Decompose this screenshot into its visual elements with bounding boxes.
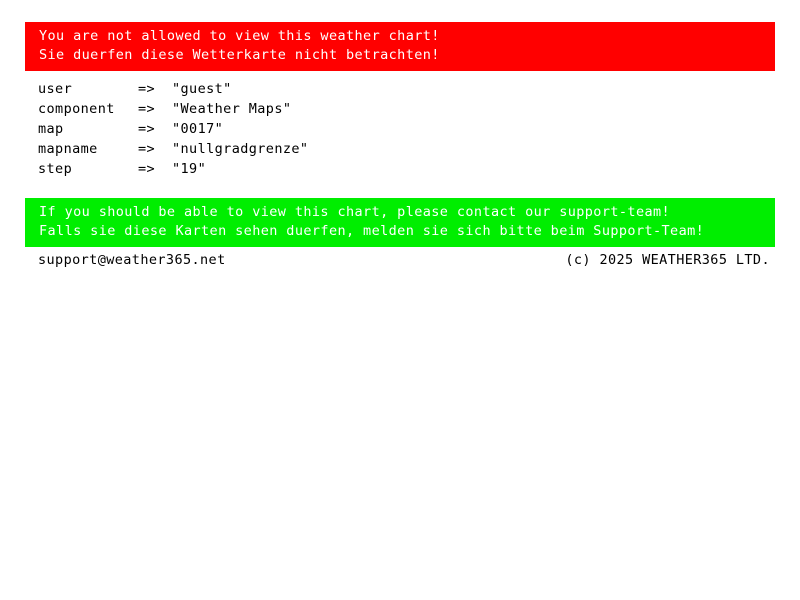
parameter-arrow: => xyxy=(138,141,156,157)
footer xyxy=(38,250,770,270)
error-banner xyxy=(25,22,775,71)
parameter-arrow: => xyxy=(138,161,156,177)
parameter-arrow: => xyxy=(138,121,156,137)
parameter-row-map xyxy=(38,119,738,139)
parameter-key: user xyxy=(38,81,73,97)
parameter-value: "Weather Maps" xyxy=(172,101,292,117)
error-banner-line-de: Sie duerfen diese Wetterkarte nicht betrachten! xyxy=(39,47,440,63)
error-banner-line-en: You are not allowed to view this weather chart! xyxy=(39,28,440,44)
parameter-arrow: => xyxy=(138,81,156,97)
parameter-key: component xyxy=(38,101,115,117)
parameter-value: "0017" xyxy=(172,121,224,137)
info-banner-line-de: Falls sie diese Karten sehen duerfen, melden sie sich bitte beim Support-Team! xyxy=(39,223,705,239)
parameter-row-step xyxy=(38,159,738,179)
copyright-notice: (c) 2025 WEATHER365 LTD. xyxy=(565,252,770,268)
parameter-row-mapname xyxy=(38,139,738,159)
support-email-link[interactable]: support@weather365.net xyxy=(38,252,226,268)
parameter-value: "guest" xyxy=(172,81,232,97)
parameter-value: "nullgradgrenze" xyxy=(172,141,309,157)
parameter-arrow: => xyxy=(138,101,156,117)
parameter-row-component xyxy=(38,99,738,119)
info-banner-line-en: If you should be able to view this chart, please contact our support-team! xyxy=(39,204,671,220)
parameter-key: step xyxy=(38,161,73,177)
parameter-list xyxy=(38,79,738,179)
parameter-key: mapname xyxy=(38,141,98,157)
parameter-key: map xyxy=(38,121,64,137)
parameter-value: "19" xyxy=(172,161,207,177)
info-banner xyxy=(25,198,775,247)
parameter-row-user xyxy=(38,79,738,99)
